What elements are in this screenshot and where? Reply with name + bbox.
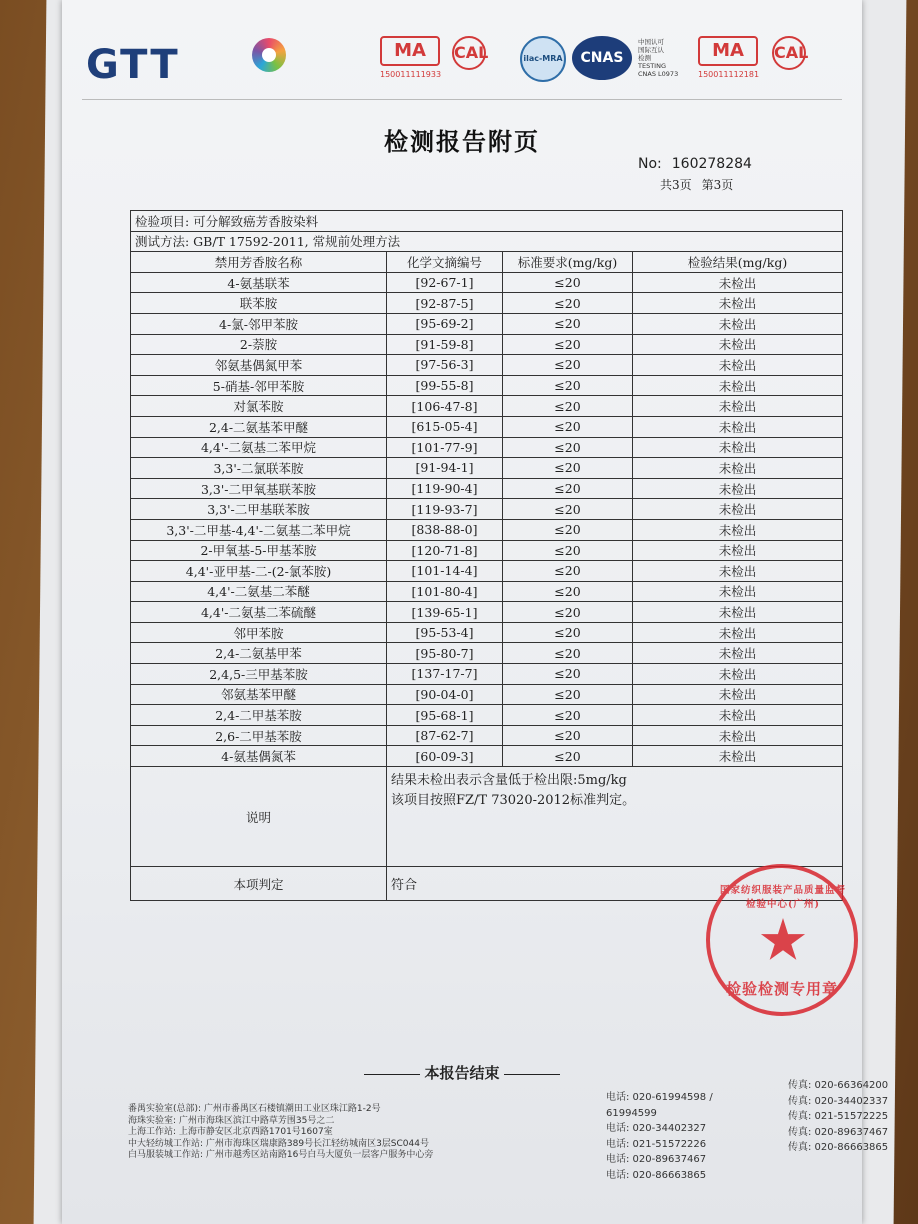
- cas-number: [106-47-8]: [387, 396, 503, 417]
- cas-number: [120-71-8]: [387, 540, 503, 561]
- column-header: 禁用芳香胺名称: [131, 252, 387, 273]
- report-number: [638, 156, 752, 172]
- standard-requirement: ≤20: [503, 746, 633, 767]
- test-result: 未检出: [633, 355, 843, 376]
- column-header: 检验结果(mg/kg): [633, 252, 843, 273]
- test-result: 未检出: [633, 746, 843, 767]
- standard-requirement: ≤20: [503, 334, 633, 355]
- cas-number: [95-69-2]: [387, 313, 503, 334]
- standard-requirement: ≤20: [503, 561, 633, 582]
- fax-line: 传真: 020-89637467: [788, 1126, 889, 1138]
- standard-requirement: ≤20: [503, 602, 633, 623]
- cas-number: [615-05-4]: [387, 416, 503, 437]
- address-line: 番禺实验室(总部): 广州市番禺区石楼镇潮田工业区珠江路1-2号: [128, 1104, 381, 1114]
- test-result: 未检出: [633, 313, 843, 334]
- cas-number: [139-65-1]: [387, 602, 503, 623]
- standard-requirement: ≤20: [503, 540, 633, 561]
- amine-name: 2,4-二氨基苯甲醚: [131, 416, 387, 437]
- test-result: 未检出: [633, 334, 843, 355]
- cas-number: [97-56-3]: [387, 355, 503, 376]
- certification-marks: [380, 36, 840, 88]
- standard-requirement: ≤20: [503, 725, 633, 746]
- cma-icon: MA: [698, 36, 758, 66]
- table-row: [131, 684, 843, 705]
- column-header-row: [131, 252, 843, 273]
- address-line: 海珠实验室: 广州市海珠区滨江中路草芳围35号之二: [128, 1115, 335, 1126]
- amine-name: 邻氨基苯甲醚: [131, 684, 387, 705]
- cas-number: [838-88-0]: [387, 519, 503, 540]
- test-result: 未检出: [633, 375, 843, 396]
- amine-name: 2-甲氧基-5-甲基苯胺: [131, 540, 387, 561]
- official-seal: [706, 864, 858, 1016]
- cnas-mark: [572, 36, 632, 80]
- amine-name: 邻甲苯胺: [131, 622, 387, 643]
- verdict-value: 符合: [387, 867, 843, 901]
- cas-number: [119-90-4]: [387, 478, 503, 499]
- amine-name: 2,6-二甲基苯胺: [131, 725, 387, 746]
- cma-number: 150011112181: [698, 70, 760, 79]
- phone-line: 电话: 020-86663865: [606, 1169, 707, 1181]
- report-end-mark: [62, 1062, 862, 1083]
- test-result: 未检出: [633, 540, 843, 561]
- current-page: 第3页: [701, 178, 734, 192]
- table-row: [131, 313, 843, 334]
- table-row: [131, 293, 843, 314]
- table-row: [131, 272, 843, 293]
- table-row: [131, 355, 843, 376]
- table-row: [131, 396, 843, 417]
- address-line: 白马服装城工作站: 广州市越秀区站南路16号白马大厦负一层客户服务中心旁: [128, 1150, 434, 1160]
- amine-name: 对氯苯胺: [131, 396, 387, 417]
- amine-name: 联苯胺: [131, 293, 387, 314]
- standard-requirement: ≤20: [503, 519, 633, 540]
- standard-requirement: ≤20: [503, 396, 633, 417]
- test-result: 未检出: [633, 416, 843, 437]
- note-text: [387, 767, 843, 867]
- table-row: [131, 499, 843, 520]
- cas-number: [101-14-4]: [387, 561, 503, 582]
- ilac-mra-icon: ilac-MRA: [520, 36, 566, 82]
- column-header: 标准要求(mg/kg): [503, 252, 633, 273]
- fax-line: 传真: 020-34402337: [788, 1095, 889, 1107]
- standard-requirement: ≤20: [503, 684, 633, 705]
- test-result: 未检出: [633, 705, 843, 726]
- cnas-icon: CNAS: [572, 36, 632, 80]
- total-pages: 共3页: [660, 178, 692, 192]
- table-row: [131, 416, 843, 437]
- cas-number: [95-68-1]: [387, 705, 503, 726]
- table-row: [131, 581, 843, 602]
- table-row: [131, 375, 843, 396]
- test-method: 测试方法: GB/T 17592-2011, 常规前处理方法: [131, 231, 843, 252]
- report-title: 检测报告附页: [384, 127, 540, 156]
- amine-name: 4-氨基偶氮苯: [131, 746, 387, 767]
- amine-name: 2,4,5-三甲基苯胺: [131, 664, 387, 685]
- cnas-text: 中国认可 国际互认 检测 TESTING CNAS L0973: [638, 38, 679, 78]
- phone-line: 电话: 020-34402327: [606, 1123, 707, 1134]
- standard-requirement: ≤20: [503, 293, 633, 314]
- amine-name: 3,3'-二甲基联苯胺: [131, 499, 387, 520]
- phone-line: 电话: 020-89637467: [606, 1154, 707, 1165]
- cma-number: 150011111933: [380, 70, 442, 79]
- table-row: [131, 458, 843, 479]
- test-item-row: [131, 211, 843, 232]
- amine-name: 4,4'-二氨基二苯醚: [131, 581, 387, 602]
- amine-name: 5-硝基-邻甲苯胺: [131, 375, 387, 396]
- cal-icon: CAL: [452, 36, 486, 70]
- standard-requirement: ≤20: [503, 705, 633, 726]
- cma-mark-2: [698, 36, 759, 79]
- cal-mark-2: [772, 36, 809, 70]
- cas-number: [99-55-8]: [387, 375, 503, 396]
- verdict-label: 本项判定: [131, 867, 387, 901]
- test-result: 未检出: [633, 643, 843, 664]
- cas-number: [92-67-1]: [387, 272, 503, 293]
- table-row: [131, 540, 843, 561]
- cas-number: [95-53-4]: [387, 622, 503, 643]
- table-row: [131, 622, 843, 643]
- test-result: 未检出: [633, 293, 843, 314]
- table-row: [131, 561, 843, 582]
- test-result: 未检出: [633, 478, 843, 499]
- logo-flower-icon: [252, 38, 286, 72]
- cal-mark-1: [452, 36, 489, 70]
- table-row: [131, 746, 843, 767]
- company-logo: GTT: [86, 42, 180, 88]
- table-row: [131, 602, 843, 623]
- amine-name: 3,3'-二甲氧基联苯胺: [131, 478, 387, 499]
- standard-requirement: ≤20: [503, 272, 633, 293]
- test-method-row: [131, 231, 843, 252]
- standard-requirement: ≤20: [503, 643, 633, 664]
- amine-name: 2,4-二甲基苯胺: [131, 705, 387, 726]
- report-page: [62, 0, 889, 1224]
- standard-requirement: ≤20: [503, 355, 633, 376]
- note-row: [131, 767, 843, 867]
- test-result: 未检出: [633, 519, 843, 540]
- fax-line: 传真: 021-51572225: [788, 1111, 889, 1122]
- test-result: 未检出: [633, 602, 843, 623]
- phone-line: 电话: 020-61994598 / 61994599: [606, 1092, 713, 1119]
- amine-name: 4,4'-二氨基二苯硫醚: [131, 602, 387, 623]
- phone-line: 电话: 021-51572226: [606, 1138, 707, 1150]
- test-result: 未检出: [633, 664, 843, 685]
- test-result: 未检出: [633, 396, 843, 417]
- amine-name: 4,4'-亚甲基-二-(2-氯苯胺): [131, 561, 387, 582]
- standard-requirement: ≤20: [503, 375, 633, 396]
- cas-number: [91-59-8]: [387, 334, 503, 355]
- table-row: [131, 437, 843, 458]
- test-result: 未检出: [633, 437, 843, 458]
- report-end-text: 本报告结束: [424, 1064, 500, 1082]
- test-result: 未检出: [633, 458, 843, 479]
- amine-name: 4,4'-二氨基二苯甲烷: [131, 437, 387, 458]
- standard-requirement: ≤20: [503, 622, 633, 643]
- amine-name: 3,3'-二甲基-4,4'-二氨基二苯甲烷: [131, 519, 387, 540]
- address-line: 上海工作站: 上海市静安区北京西路1701号1607室: [128, 1127, 333, 1137]
- table-row: [131, 519, 843, 540]
- footer-faxes: [788, 1078, 908, 1156]
- test-result: 未检出: [633, 561, 843, 582]
- standard-requirement: ≤20: [503, 478, 633, 499]
- standard-requirement: ≤20: [503, 437, 633, 458]
- amine-name: 2,4-二氨基甲苯: [131, 643, 387, 664]
- amine-name: 4-氨基联苯: [131, 272, 387, 293]
- report-number-value: 160278284: [671, 156, 752, 172]
- amine-name: 4-氯-邻甲苯胺: [131, 313, 387, 334]
- address-line: 中大轻纺城工作站: 广州市海珠区瑞康路389号长江轻纺城南区3层SC044号: [128, 1138, 429, 1149]
- divider: [364, 1074, 420, 1075]
- table-row: [131, 664, 843, 685]
- cas-number: [137-17-7]: [387, 664, 503, 685]
- cas-number: [91-94-1]: [387, 458, 503, 479]
- cas-number: [90-04-0]: [387, 684, 503, 705]
- footer-addresses: [128, 1104, 548, 1162]
- ilac-mark: [520, 36, 566, 82]
- table-row: [131, 643, 843, 664]
- table-row: [131, 478, 843, 499]
- table-row: [131, 334, 843, 355]
- standard-requirement: ≤20: [503, 458, 633, 479]
- cas-number: [101-80-4]: [387, 581, 503, 602]
- note-line: 结果未检出表示含量低于检出限:5mg/kg: [391, 773, 627, 789]
- divider: [504, 1074, 560, 1075]
- table-row: [131, 705, 843, 726]
- test-result: 未检出: [633, 725, 843, 746]
- column-header: 化学文摘编号: [387, 252, 503, 273]
- test-result: 未检出: [633, 272, 843, 293]
- cma-mark-1: [380, 36, 441, 79]
- fax-line: 传真: 020-66364200: [788, 1080, 889, 1091]
- page-count: [660, 176, 733, 193]
- report-number-label: No:: [638, 156, 662, 172]
- cas-number: [95-80-7]: [387, 643, 503, 664]
- fax-line: 传真: 020-86663865: [788, 1142, 889, 1153]
- amine-name: 2-萘胺: [131, 334, 387, 355]
- amine-name: 3,3'-二氯联苯胺: [131, 458, 387, 479]
- seal-bottom-text: 检验检测专用章: [725, 980, 838, 998]
- test-result: 未检出: [633, 684, 843, 705]
- standard-requirement: ≤20: [503, 664, 633, 685]
- letterhead: [82, 30, 842, 100]
- cas-number: [92-87-5]: [387, 293, 503, 314]
- cma-icon: MA: [380, 36, 440, 66]
- test-item: 检验项目: 可分解致癌芳香胺染料: [131, 211, 843, 232]
- test-result: 未检出: [633, 622, 843, 643]
- note-line: 该项目按照FZ/T 73020-2012标准判定。: [391, 793, 636, 809]
- cas-number: [87-62-7]: [387, 725, 503, 746]
- results-table: [130, 210, 843, 901]
- test-result: 未检出: [633, 581, 843, 602]
- cas-number: [101-77-9]: [387, 437, 503, 458]
- standard-requirement: ≤20: [503, 581, 633, 602]
- standard-requirement: ≤20: [503, 499, 633, 520]
- footer-phones: [606, 1090, 756, 1183]
- seal-ring-text: 国家纺织服装产品质量监督检验中心(广州): [719, 885, 846, 910]
- star-icon: [760, 918, 806, 964]
- test-result: 未检出: [633, 499, 843, 520]
- table-row: [131, 725, 843, 746]
- amine-name: 邻氨基偶氮甲苯: [131, 355, 387, 376]
- cal-icon: CAL: [772, 36, 806, 70]
- cas-number: [119-93-7]: [387, 499, 503, 520]
- cas-number: [60-09-3]: [387, 746, 503, 767]
- standard-requirement: ≤20: [503, 313, 633, 334]
- standard-requirement: ≤20: [503, 416, 633, 437]
- note-label: 说明: [131, 767, 387, 867]
